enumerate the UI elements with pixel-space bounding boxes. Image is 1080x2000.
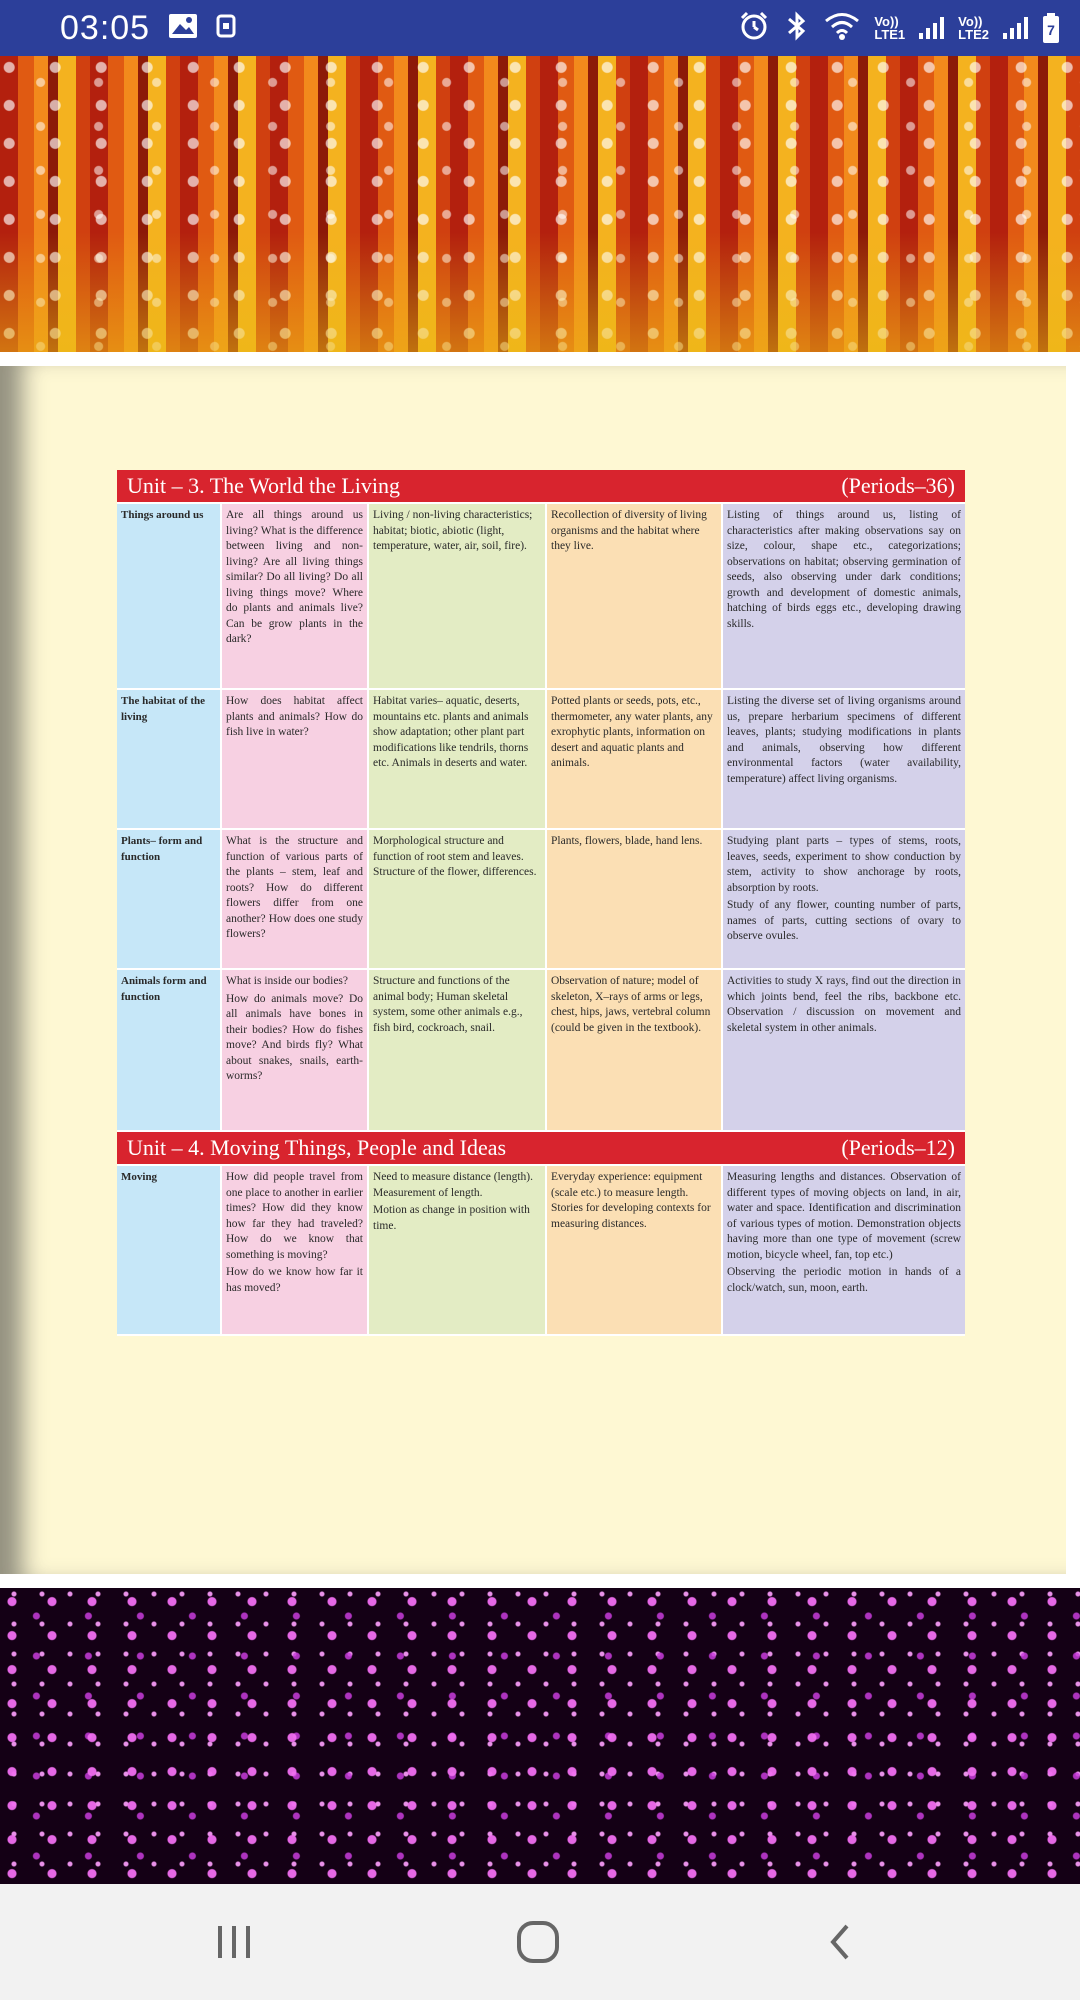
activities-cell: Listing of things around us, listing of characteristics after making observations say on size, colour, shape etc., categorizations; observations on habitat; observing germination of seeds, also observing under dark conditions; growth and development of domestic animals, hatching of birds eggs etc., developing drawing skills.	[721, 504, 965, 688]
bluetooth-icon	[784, 10, 810, 47]
unit-title: Unit – 3. The World the Living	[127, 473, 401, 498]
questions-cell: How does habitat affect plants and animals? How do fish live in water?	[220, 690, 367, 828]
battery-level: 7	[1047, 22, 1055, 38]
top-water-drops-background	[0, 56, 1080, 352]
concepts-cell: Habitat varies– aquatic, deserts, mountains etc. plants and animals show adaptation; other plant part modifications like tendrils, thorns etc. Animals in deserts and water.	[367, 690, 545, 828]
unit-periods: (Periods–36)	[841, 473, 955, 498]
bottom-water-drops-background	[0, 1588, 1080, 1884]
activities-cell: Listing the diverse set of living organisms around us, prepare herbarium specimens of different leaves, plants; studying modifications in plants and animals, observing how different environmental factors (water availability, temperature) affect living organisms.	[721, 690, 965, 828]
resources-cell: Plants, flowers, blade, hand lens.	[545, 830, 721, 968]
resources-cell: Observation of nature; model of skeleton, X–rays of arms or legs, chest, hips, jaws, vertebral column (could be given in the textbook).	[545, 970, 721, 1130]
syllabus-table	[117, 470, 965, 1336]
gallery-icon	[168, 13, 198, 44]
resources-cell: Everyday experience: equipment (scale etc.) to measure length. Stories for developing contexts for measuring distances.	[545, 1166, 721, 1334]
activities-cell: Activities to study X rays, find out the direction in which joints bend, feel the ribs, backbone etc. Observation / discussion on movement and skeletal system in other animals.	[721, 970, 965, 1130]
recent-apps-icon	[212, 1924, 256, 1960]
alarm-icon	[738, 10, 770, 47]
unit-header	[117, 1132, 965, 1166]
unit-title: Unit – 4. Moving Things, People and Ideas	[127, 1135, 507, 1160]
concepts-cell: Need to measure distance (length). Measurement of length. Motion as change in position with time.	[367, 1166, 545, 1334]
recent-apps-button[interactable]	[204, 1914, 264, 1970]
unit-header	[117, 470, 965, 504]
sync-app-icon	[216, 14, 236, 43]
back-button[interactable]	[810, 1914, 870, 1970]
navigation-bar	[0, 1884, 1080, 2000]
lte2-label: Vo)) LTE2	[958, 14, 989, 42]
home-icon	[515, 1919, 561, 1965]
concepts-cell: Morphological structure and function of root stem and leaves. Structure of the flower, differences.	[367, 830, 545, 968]
activities-cell: Measuring lengths and distances. Observation of different types of moving objects on land, in air, water and space. Identification and discrimination of various types of motion. Demonstration objects having more than one type of movement (screw motion, bicycle wheel, fan, top etc.) Observing the periodic motion in hands of a clock/watch, sun, moon, earth.	[721, 1166, 965, 1334]
theme-cell: Moving	[117, 1166, 220, 1334]
status-bar	[0, 0, 1080, 56]
concepts-cell: Structure and functions of the animal body; Human skeletal system, some other animals e.g., fish bird, cockroach, snail.	[367, 970, 545, 1130]
table-row	[117, 970, 965, 1132]
table-row	[117, 830, 965, 970]
questions-cell: What is the structure and function of various parts of the plants – stem, leaf and roots? How do different flowers differ from one another? How does one study flowers?	[220, 830, 367, 968]
battery-icon	[1042, 13, 1060, 43]
questions-cell: How did people travel from one place to another in earlier times? How did they know how far they had traveled? How do we know that something is moving? How do we know how far it has moved?	[220, 1166, 367, 1334]
theme-cell: The habitat of the living	[117, 690, 220, 828]
activities-cell: Studying plant parts – types of stems, roots, leaves, seeds, experiment to show conduction by stem, activity to show anchorage by roots, absorption by roots. Study of any flower, counting number of parts, names of parts, cutting sections of ovary to observe ovules.	[721, 830, 965, 968]
signal-2-icon	[1003, 17, 1028, 39]
home-button[interactable]	[508, 1914, 568, 1970]
concepts-cell: Living / non-living characteristics; habitat; biotic, abiotic (light, temperature, water, air, soil, fire).	[367, 504, 545, 688]
resources-cell: Potted plants or seeds, pots, etc., thermometer, any water plants, any exrophytic plants, information on desert and aquatic plants and animals.	[545, 690, 721, 828]
unit-periods: (Periods–12)	[841, 1135, 955, 1160]
table-row	[117, 690, 965, 830]
clock-time: 03:05	[60, 8, 151, 47]
back-icon	[825, 1922, 855, 1962]
theme-cell: Animals form and function	[117, 970, 220, 1130]
questions-cell: Are all things around us living? What is the difference between living and non-living? Are all living things similar? Do all living? Do all living things move? Where do plants and animals live? Can be grow plants in the dark?	[220, 504, 367, 688]
table-row	[117, 504, 965, 690]
wifi-icon	[824, 11, 860, 46]
questions-cell: What is inside our bodies? How do animals move? Do all animals have bones in their bodies? How do fishes move? And birds fly? What about snakes, snails, earth-worms?	[220, 970, 367, 1130]
lte1-label: Vo)) LTE1	[874, 14, 906, 42]
table-row	[117, 1166, 965, 1336]
signal-1-icon	[919, 17, 944, 39]
theme-cell: Plants– form and function	[117, 830, 220, 968]
resources-cell: Recollection of diversity of living organisms and the habitat where they live.	[545, 504, 721, 688]
theme-cell: Things around us	[117, 504, 220, 688]
